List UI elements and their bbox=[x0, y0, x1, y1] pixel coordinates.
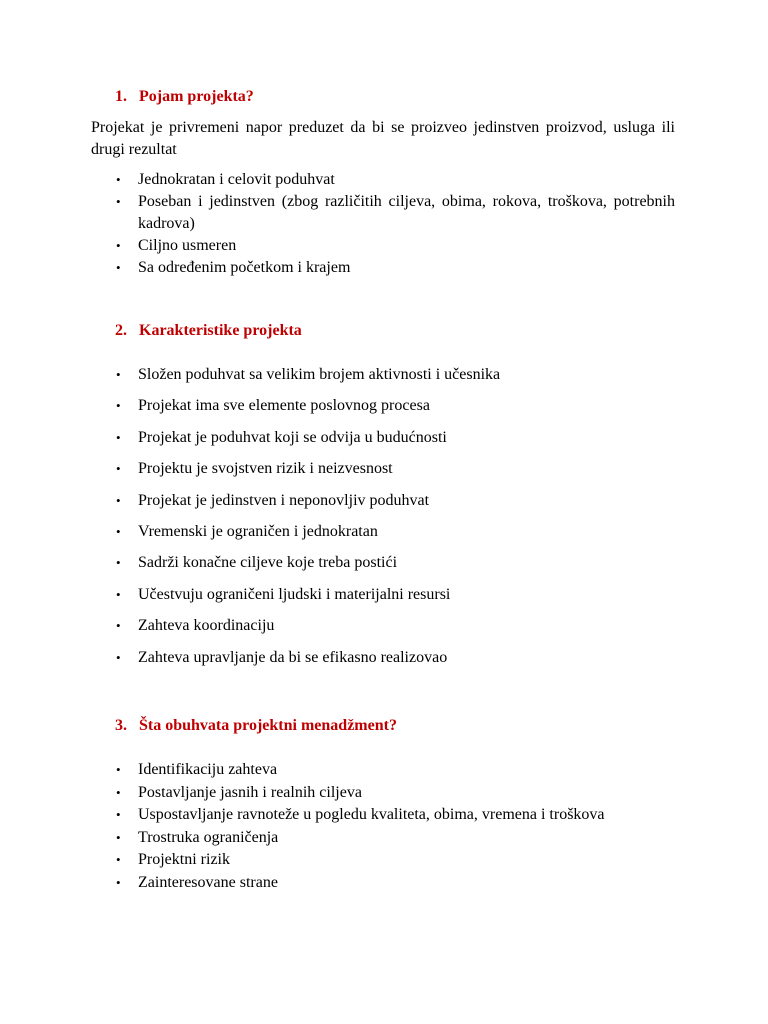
bullet-icon: • bbox=[116, 238, 121, 253]
bullet-icon: • bbox=[116, 194, 121, 209]
list-item: • Zahteva upravljanje da bi se efikasno realizovao bbox=[91, 647, 675, 669]
section-3-heading bbox=[115, 716, 397, 736]
list-item: • Projektu je svojstven rizik i neizvesnost bbox=[91, 458, 675, 480]
bullet-icon: • bbox=[116, 461, 121, 477]
section-2-number: 2. bbox=[115, 322, 127, 339]
bullet-icon: • bbox=[116, 784, 121, 800]
section-2-heading bbox=[115, 321, 302, 341]
list-item: • Identifikaciju zahteva bbox=[91, 759, 675, 782]
section-2-list bbox=[91, 364, 675, 678]
list-item: • Uspostavljanje ravnoteže u pogledu kvaliteta, obima, vremena i troškova bbox=[91, 804, 675, 827]
list-item: • Ciljno usmeren bbox=[91, 235, 675, 257]
list-item: • Vremenski je ograničen i jednokratan bbox=[91, 521, 675, 543]
list-item: • Projekat je poduhvat koji se odvija u budućnosti bbox=[91, 427, 675, 449]
bullet-icon: • bbox=[116, 260, 121, 275]
list-item: • Trostruka ograničenja bbox=[91, 827, 675, 850]
section-3-number: 3. bbox=[115, 717, 127, 734]
bullet-icon: • bbox=[116, 807, 121, 822]
bullet-icon: • bbox=[116, 367, 121, 382]
list-item: • Sadrži konačne ciljeve koje treba postići bbox=[91, 552, 675, 574]
list-item: • Postavljanje jasnih i realnih ciljeva bbox=[91, 782, 675, 805]
section-2-title: Karakteristike projekta bbox=[139, 322, 302, 339]
list-item: • Projekat ima sve elemente poslovnog procesa bbox=[91, 395, 675, 417]
bullet-icon: • bbox=[116, 398, 121, 414]
list-item: • Projektni rizik bbox=[91, 849, 675, 872]
bullet-icon: • bbox=[116, 874, 121, 890]
bullet-icon: • bbox=[116, 829, 121, 845]
section-3-list bbox=[91, 759, 675, 894]
list-item: • Sa određenim početkom i krajem bbox=[91, 257, 675, 279]
section-3-title: Šta obuhvata projektni menadžment? bbox=[139, 717, 397, 734]
bullet-icon: • bbox=[116, 492, 121, 508]
bullet-icon: • bbox=[116, 523, 121, 539]
section-1-title: Pojam projekta? bbox=[139, 88, 254, 105]
list-item: • Projekat je jedinstven i neponovljiv poduhvat bbox=[91, 490, 675, 512]
list-item: • Zahteva koordinaciju bbox=[91, 615, 675, 637]
bullet-icon: • bbox=[116, 762, 121, 777]
section-1-heading bbox=[115, 87, 254, 107]
bullet-icon: • bbox=[116, 555, 121, 571]
list-item: • Jednokratan i celovit poduhvat bbox=[91, 169, 675, 191]
bullet-icon: • bbox=[116, 852, 121, 867]
section-1-number: 1. bbox=[115, 88, 127, 105]
list-item: • Zainteresovane strane bbox=[91, 872, 675, 895]
bullet-icon: • bbox=[116, 586, 121, 602]
list-item: • Složen poduhvat sa velikim brojem aktivnosti i učesnika bbox=[91, 364, 675, 386]
bullet-icon: • bbox=[116, 618, 121, 634]
list-item: • Učestvuju ograničeni ljudski i materijalni resursi bbox=[91, 584, 675, 606]
section-1-paragraph: Projekat je privremeni napor preduzet da bi se proizveo jedinstven proizvod, usluga ili drugi rezultat bbox=[91, 119, 675, 158]
bullet-icon: • bbox=[116, 172, 121, 187]
bullet-icon: • bbox=[116, 649, 121, 665]
section-1-list bbox=[91, 169, 675, 279]
bullet-icon: • bbox=[116, 429, 121, 445]
list-item: • Poseban i jedinstven (zbog različitih ciljeva, obima, rokova, troškova, potrebnih kadrova) bbox=[116, 193, 675, 232]
